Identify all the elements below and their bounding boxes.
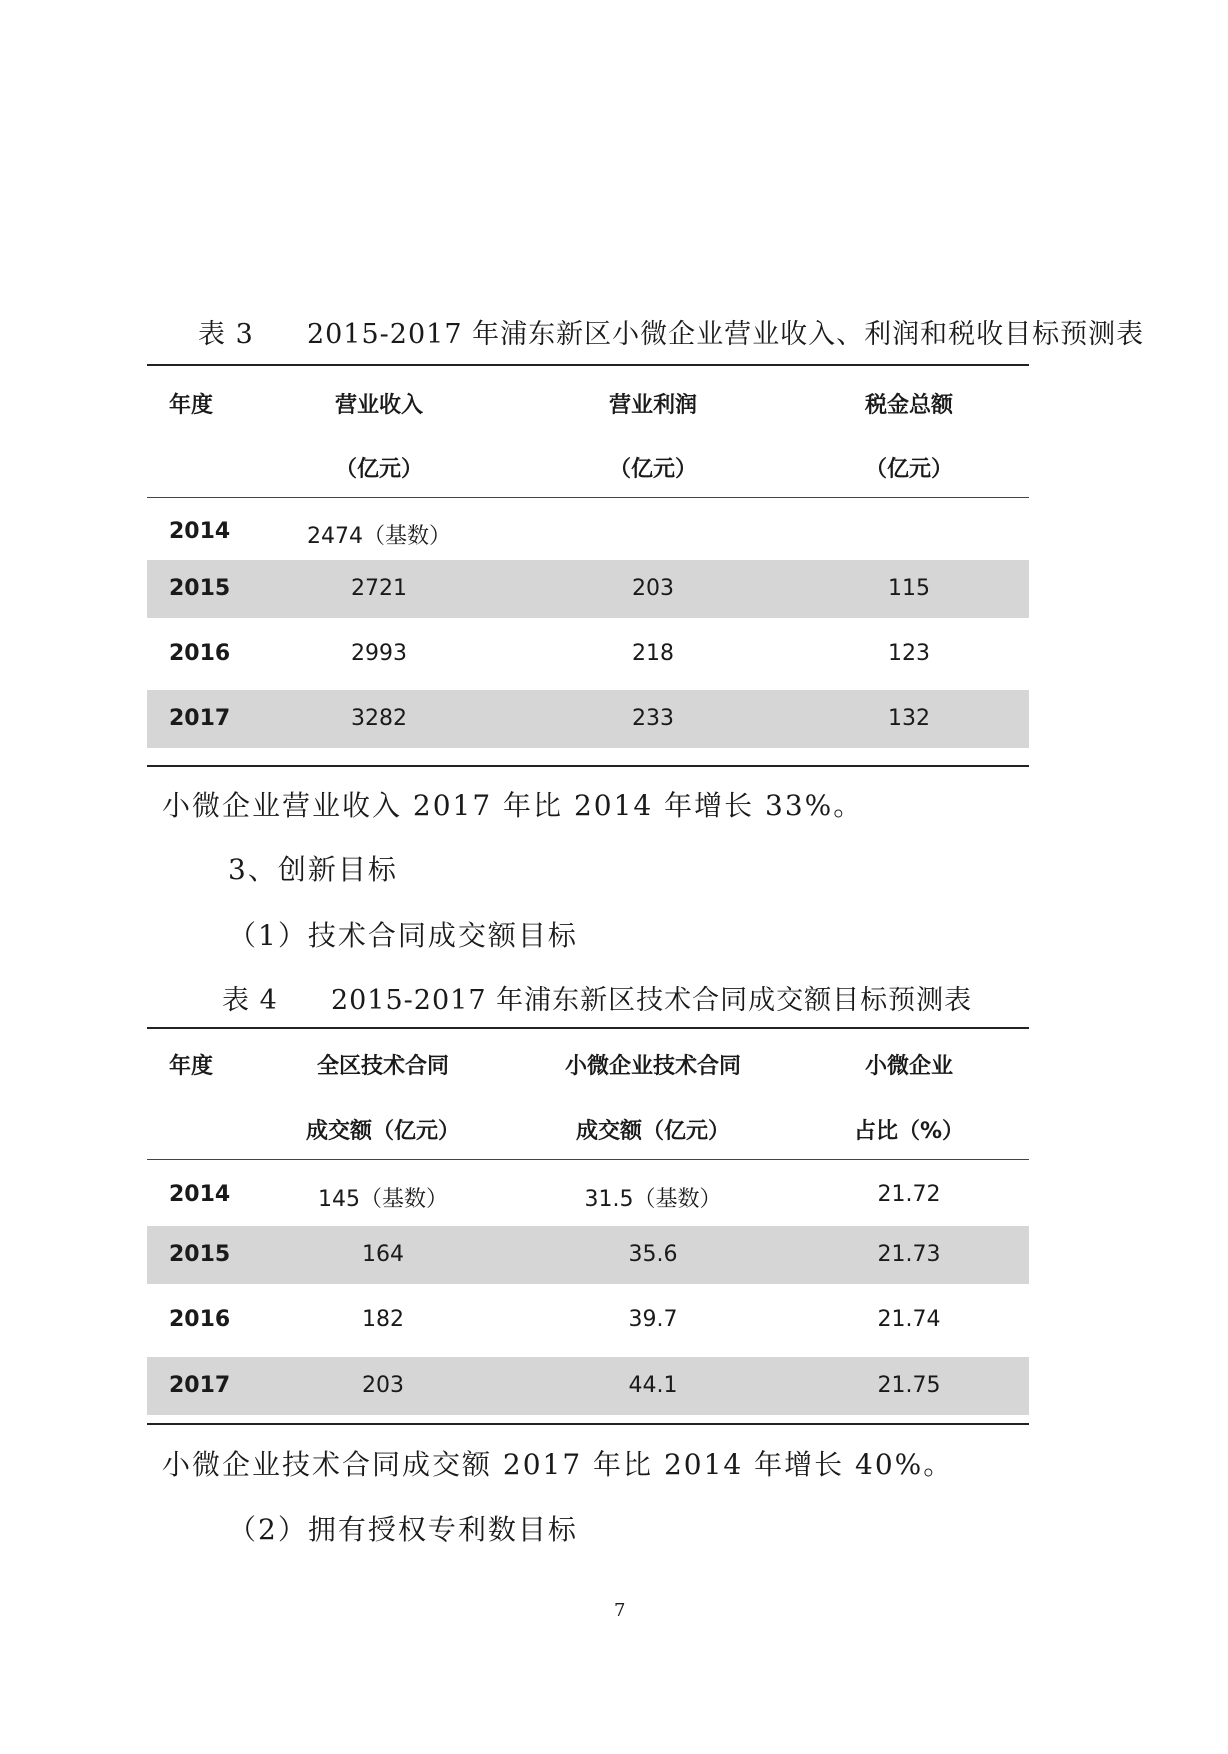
table3-caption [198, 312, 1144, 351]
subsection-heading: （1）技术合同成交额目标 [228, 919, 578, 952]
table3-header-year: 年度 [169, 393, 214, 418]
table4-row-sme: 35.6 [628, 1242, 678, 1267]
paragraph-contract-growth: 小微企业技术合同成交额 2017 年比 2014 年增长 40%。 [162, 1448, 954, 1481]
table3-header-tax-unit: （亿元） [864, 457, 954, 482]
table4-header-total-contracts-unit: 成交额（亿元） [305, 1119, 461, 1144]
table3-bottom-rule [147, 765, 1029, 767]
table3-top-rule [147, 364, 1029, 366]
section-heading: 3、创新目标 [228, 853, 398, 886]
table4-caption-number: 表 4 [222, 985, 278, 1016]
table4-row-sme: 39.7 [628, 1307, 678, 1332]
table3-header-revenue-unit: （亿元） [334, 457, 424, 482]
table4-header-sme-share: 小微企业 [864, 1054, 954, 1079]
table3-row-revenue: 3282 [351, 706, 407, 731]
table4-header-sme-contracts-unit: 成交额（亿元） [575, 1119, 731, 1144]
table3 [147, 364, 1029, 769]
table3-row-profit: 233 [632, 706, 674, 731]
table4 [147, 1027, 1029, 1427]
table4-row-share: 21.75 [877, 1373, 941, 1398]
table3-row-tax: 132 [888, 706, 930, 731]
table4-top-rule [147, 1027, 1029, 1029]
table3-header-profit-unit: （亿元） [608, 457, 698, 482]
table4-caption-title: 2015-2017 年浦东新区技术合同成交额目标预测表 [330, 985, 973, 1016]
table4-row-year: 2016 [169, 1307, 231, 1332]
table4-header-sme-contracts: 小微企业技术合同 [564, 1054, 742, 1079]
table4-header-year: 年度 [169, 1054, 214, 1079]
table4-row-year: 2015 [169, 1242, 231, 1267]
table4-header-total-contracts: 全区技术合同 [316, 1054, 450, 1079]
table3-row-profit: 203 [632, 576, 674, 601]
table3-row-revenue: 2721 [351, 576, 407, 601]
table3-row-profit: 218 [632, 641, 674, 666]
table4-row-total: 164 [362, 1242, 404, 1267]
table3-header-profit: 营业利润 [608, 393, 698, 418]
table3-row-revenue: 2474（基数） [307, 524, 451, 549]
table3-row-year: 2014 [169, 519, 231, 544]
table3-row-year: 2017 [169, 706, 231, 731]
table4-row-year: 2014 [169, 1182, 231, 1207]
table3-row-tax: 115 [888, 576, 930, 601]
subsection-heading: （2）拥有授权专利数目标 [228, 1513, 578, 1546]
table3-caption-number: 表 3 [198, 319, 254, 350]
table3-row-tax: 123 [888, 641, 930, 666]
table4-row-total: 145（基数） [318, 1187, 448, 1212]
table4-row-share: 21.73 [877, 1242, 941, 1267]
table3-caption-title: 2015-2017 年浦东新区小微企业营业收入、利润和税收目标预测表 [306, 319, 1145, 350]
table4-caption [222, 978, 972, 1017]
table4-row-sme: 44.1 [628, 1373, 678, 1398]
table3-header-rule [147, 497, 1029, 498]
page-number: 7 [614, 1600, 626, 1621]
table3-row-revenue: 2993 [351, 641, 407, 666]
paragraph-revenue-growth: 小微企业营业收入 2017 年比 2014 年增长 33%。 [162, 789, 864, 822]
table3-header-revenue: 营业收入 [334, 393, 424, 418]
table4-row-sme: 31.5（基数） [584, 1187, 722, 1212]
table3-row-year: 2015 [169, 576, 231, 601]
table4-row-total: 182 [362, 1307, 404, 1332]
table4-row-total: 203 [362, 1373, 404, 1398]
table3-header-tax: 税金总额 [864, 393, 954, 418]
table4-row-year: 2017 [169, 1373, 231, 1398]
table4-row-share: 21.72 [877, 1182, 941, 1207]
table4-row-share: 21.74 [877, 1307, 941, 1332]
table3-row-year: 2016 [169, 641, 231, 666]
table4-header-sme-share-unit: 占比（%） [853, 1119, 965, 1144]
table4-bottom-rule [147, 1423, 1029, 1425]
table4-header-rule [147, 1159, 1029, 1160]
